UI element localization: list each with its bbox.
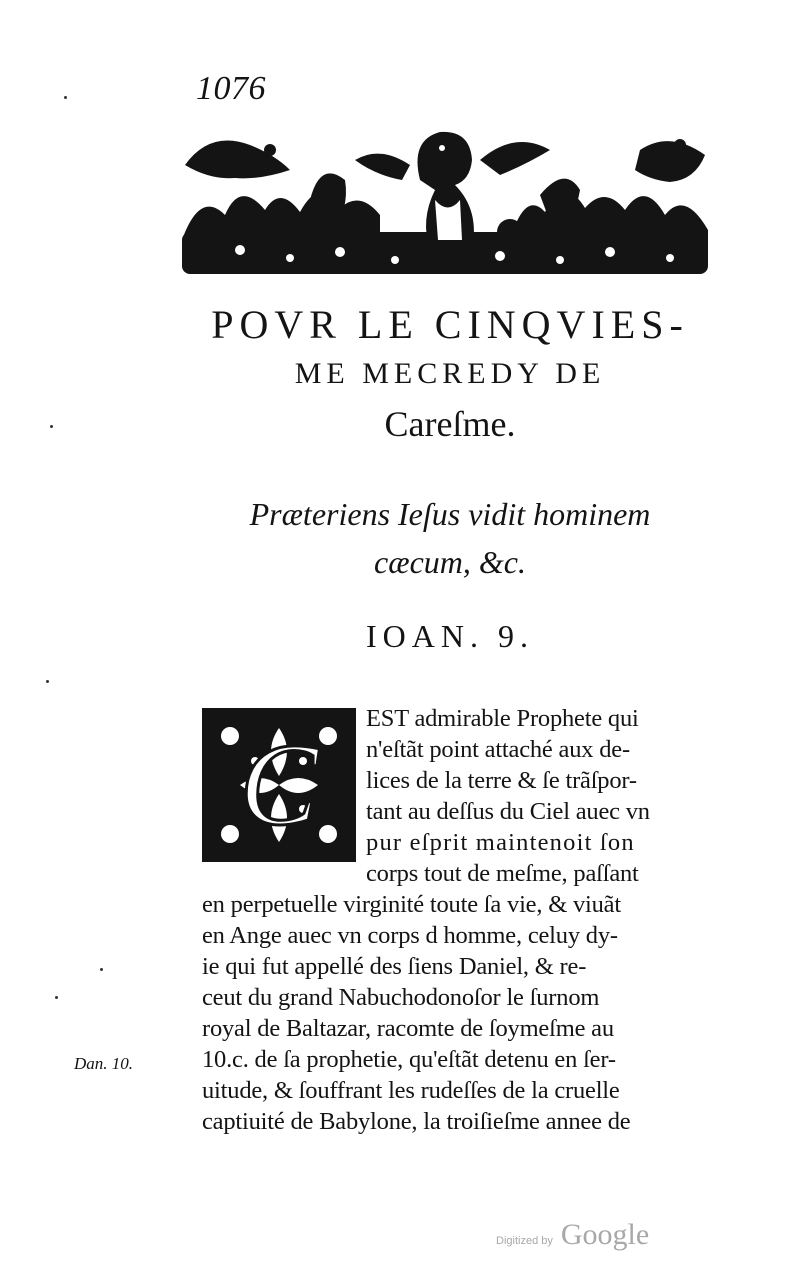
- title-line-2: ME MECREDY DE: [294, 357, 606, 390]
- title-line-3: Careſme.: [384, 404, 516, 444]
- drop-cap-letter: C: [239, 719, 319, 850]
- scan-speck: [55, 996, 58, 999]
- chapter-title: [180, 300, 720, 448]
- watermark-brand: Google: [560, 1218, 650, 1251]
- body-line: captiuité de Babylone, la troiſieſme annee de: [202, 1108, 631, 1135]
- scan-speck: [100, 968, 103, 971]
- body-line: ceut du grand Nabuchodonoſor le ſurnom: [202, 984, 600, 1011]
- body-line: tant au deſſus du Ciel auec vn: [366, 798, 650, 825]
- body-line: 10.c. de ſa prophetie, qu'eſtãt detenu en ſer-: [202, 1046, 616, 1073]
- body-line: EST admirable Prophete qui: [366, 705, 639, 732]
- body-line: en perpetuelle virginité toute ſa vie, & viuãt: [202, 891, 621, 918]
- latin-line-1: Præteriens Ieſus vidit hominem: [249, 496, 651, 532]
- decorated-drop-cap: [200, 706, 358, 864]
- scan-speck: [46, 680, 49, 683]
- woodcut-headpiece-ornament: [180, 120, 710, 278]
- page-number: 1076: [196, 70, 266, 107]
- latin-epigraph: [180, 490, 720, 586]
- margin-note: Dan. 10.: [74, 1054, 134, 1073]
- latin-line-2: cæcum, &c.: [374, 544, 526, 580]
- title-line-1: POVR LE CINQVIES-: [211, 302, 689, 347]
- body-line: lices de la terre & ſe trãſpor-: [366, 767, 637, 794]
- body-line: uitude, & ſouffrant les rudeſſes de la cruelle: [202, 1077, 620, 1104]
- digitized-watermark: [496, 1218, 649, 1252]
- body-line: royal de Baltazar, racomte de ſoymeſme au: [202, 1015, 614, 1042]
- body-line: corps tout de meſme, paſſant: [366, 860, 639, 887]
- scripture-reference: IOAN. 9.: [366, 618, 534, 654]
- scan-speck: [50, 425, 53, 428]
- scan-speck: [64, 96, 67, 99]
- body-line: pur eſprit maintenoit ſon: [366, 829, 635, 856]
- watermark-prefix: Digitized by: [496, 1235, 553, 1247]
- body-line: en Ange auec vn corps d homme, celuy dy-: [202, 922, 618, 949]
- body-line: ie qui fut appellé des ſiens Daniel, & re-: [202, 953, 587, 980]
- body-line: n'eſtãt point attaché aux de-: [366, 736, 630, 763]
